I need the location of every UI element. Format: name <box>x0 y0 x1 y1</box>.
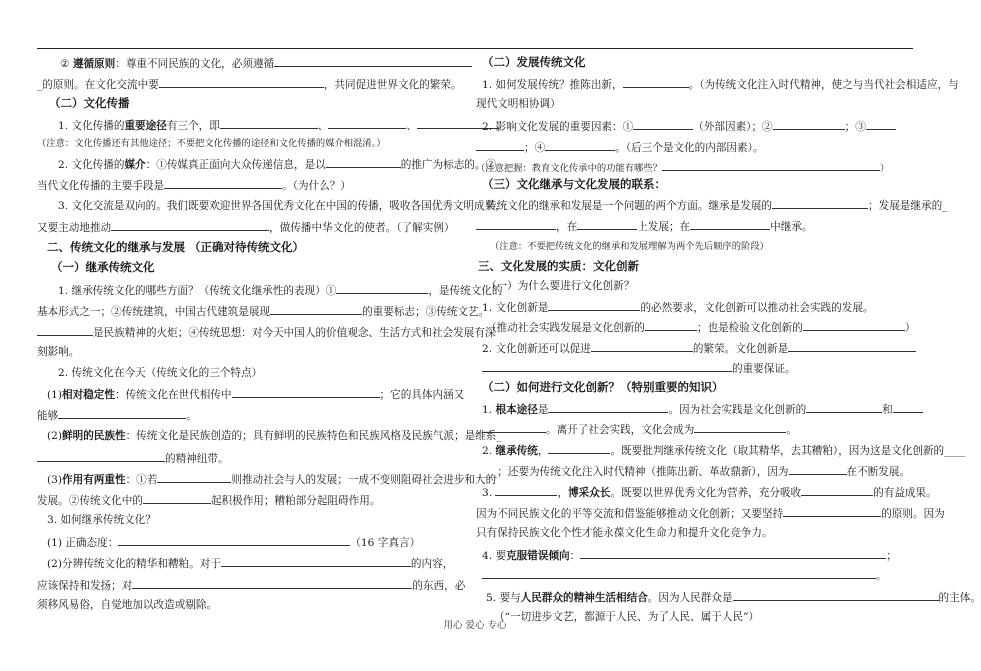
text-run: 。 <box>186 410 197 422</box>
bold-keyword: 相对稳定性 <box>62 389 115 401</box>
left-line <box>37 346 79 359</box>
left-line <box>37 178 351 193</box>
text-run: 传统文化的继承和发展是一个问题的两个方面。继承是发展的 <box>486 200 773 212</box>
text-run: _的原则。在文化交流中要 <box>37 79 159 91</box>
bold-keyword: 作用有两重性 <box>62 474 126 486</box>
text-run: 则推动社会与人的发展；一成不变则阻碍社会进步和人的 <box>231 474 497 486</box>
left-line <box>47 472 496 487</box>
text-run: ：传统文化在世代相传中 <box>114 389 232 401</box>
blank-fill-line <box>159 77 324 88</box>
text-run: （16 字真言） <box>350 537 421 549</box>
text-run: 1. 文化创新是 <box>482 302 549 314</box>
blank-fill-line <box>495 485 557 496</box>
right-line <box>482 568 887 583</box>
blank-fill-line <box>476 140 524 151</box>
text-run: ：①若 <box>125 474 158 486</box>
left-line <box>47 535 420 550</box>
left-line <box>37 451 229 466</box>
text-run: ， <box>537 445 549 457</box>
text-run: 。（为传统文化注入时代精神，使之与当代社会相适应，与 <box>688 79 959 91</box>
text-run: 能够 <box>37 410 59 422</box>
right-line <box>482 119 896 134</box>
right-line <box>482 443 965 458</box>
text-run: ：①传媒真正面向大众传递信息，是以 <box>145 159 326 171</box>
bold-keyword: 克服错误倾向 <box>506 550 570 562</box>
blank-fill-line <box>270 304 362 315</box>
text-run: 须移风易俗，自觉地加以改造或剔除。 <box>37 599 218 611</box>
blank-fill-line <box>548 402 668 413</box>
right-line <box>482 422 797 437</box>
text-run: ， <box>557 487 569 499</box>
text-run: 又要主动地推动 <box>37 222 112 234</box>
text-run: 起积极作用；糟粕部分起阻碍作用。 <box>210 495 381 507</box>
top-rule <box>37 48 913 49</box>
text-run: ；③ <box>844 121 866 133</box>
blank-fill-line <box>326 157 401 168</box>
text-run: 1. 继承传统文化的哪些方面？（传统文化继承性的表现）① <box>58 285 337 297</box>
text-run: 的繁荣。文化创新是 <box>692 343 789 355</box>
blank-fill-line <box>482 361 732 372</box>
text-run: 和 <box>882 404 893 416</box>
blank-fill-line <box>773 119 845 130</box>
right-line <box>476 219 813 234</box>
bold-keyword: 根本途径 <box>495 404 538 416</box>
text-run: 5. 要与 <box>486 592 521 604</box>
blank-fill-line <box>58 408 186 419</box>
blank-fill-line <box>866 119 896 130</box>
blank-fill-line <box>662 160 880 171</box>
left-line <box>51 261 155 274</box>
text-run: （三）文化继承与文化发展的联系： <box>482 177 666 191</box>
right-line <box>482 341 916 356</box>
blank-fill-line <box>789 464 847 475</box>
text-run: 的必然要求，文化创新可以推动社会实践的发展。 <box>640 302 874 314</box>
text-run: ：传统文化是民族创造的；具有鲜明的民族特色和民族风格及民族气派；是维系_ <box>125 430 502 442</box>
text-run: 的重要保证。 <box>732 363 796 375</box>
text-run: （“一切进步文艺，都源于人民、为了人民、属于人民”） <box>494 611 760 623</box>
text-run: ； <box>886 550 897 562</box>
blank-fill-line <box>274 56 472 67</box>
text-run: ② <box>60 58 73 70</box>
blank-fill-line <box>690 219 770 230</box>
blank-fill-line <box>577 219 637 230</box>
bold-keyword: 人民群众的精神生活相结合 <box>520 592 648 604</box>
blank-fill-line <box>580 548 886 559</box>
blank-fill-line <box>482 568 876 579</box>
left-line <box>37 137 386 150</box>
blank-fill-line <box>336 283 428 294</box>
blank-fill-line <box>623 77 689 88</box>
text-run: 发展。②传统文化中的 <box>37 495 143 507</box>
text-run: ） <box>879 163 890 174</box>
left-line <box>58 200 506 213</box>
blank-fill-line <box>482 422 546 433</box>
text-run: 2. <box>482 445 496 457</box>
blank-fill-line <box>232 387 380 398</box>
text-run: ；④ <box>524 142 546 154</box>
right-line <box>490 240 769 253</box>
text-run: （二）发展传统文化 <box>482 55 586 69</box>
text-run: 的推广为标志的。② <box>400 159 497 171</box>
right-line <box>478 260 639 273</box>
text-run: 是 <box>537 404 549 416</box>
left-line <box>37 408 197 423</box>
blank-fill-line <box>37 451 165 462</box>
text-run: 在不断发展。 <box>846 466 911 478</box>
text-run: （二）文化传播 <box>49 96 130 110</box>
text-run: 只有保持民族文化个性才能永葆文化生命力和提升文化竞争力。 <box>476 527 773 539</box>
text-run: 的内容， <box>410 558 454 570</box>
left-line <box>37 493 380 508</box>
blank-fill-line <box>733 590 939 601</box>
blank-fill-line <box>132 578 412 589</box>
blank-fill-line <box>476 219 556 230</box>
text-run: 的重要标志；③传统文艺。 <box>362 306 490 318</box>
text-run: 、 <box>406 120 417 132</box>
left-line <box>49 97 130 110</box>
text-run: ，是传统文化的 <box>428 285 503 297</box>
bold-keyword: 重要途径 <box>124 120 167 132</box>
text-run: 上发展；在 <box>637 221 691 233</box>
left-line <box>47 514 156 527</box>
text-run: ____；还要为传统文化注入时代精神（推陈出新、革故鼎新），因为 <box>476 466 789 478</box>
text-run: 。因为人民群众是 <box>647 592 733 604</box>
left-line <box>37 77 462 92</box>
text-run: 2. 文化传播的 <box>58 159 125 171</box>
text-run: 1. <box>482 404 496 416</box>
right-line <box>476 464 910 479</box>
text-run: 2. 传统文化在今天（传统文化的三个特点） <box>58 367 263 379</box>
right-line <box>486 590 981 605</box>
bold-keyword: 鲜明的民族性 <box>62 430 126 442</box>
text-run: ，在 <box>556 221 578 233</box>
text-run: （注意：文化传播还有其他途径；不要把文化传播的途径和文化传播的媒介相混淆。） <box>37 138 386 149</box>
text-run: 刻影响。 <box>37 346 80 358</box>
bold-keyword: 继承传统 <box>495 445 538 457</box>
blank-fill-line <box>893 402 923 413</box>
text-run: （外部因素）；② <box>693 121 773 133</box>
blank-fill-line <box>221 556 411 567</box>
text-run: 。离开了社会实践，文化会成为 <box>546 424 695 436</box>
right-line <box>482 56 586 69</box>
text-run: 3. <box>482 487 496 499</box>
right-line <box>482 361 796 376</box>
text-run: （一）为什么要进行文化创新？ <box>486 280 635 292</box>
text-run: 二、传统文化的继承与发展 （正确对待传统文化） <box>47 240 305 254</box>
text-run: 。（后三个是文化的内部因素）。 <box>615 142 764 154</box>
text-run: 现代文明相协调） <box>476 98 561 110</box>
text-run: ；它的具体内涵又 <box>379 389 465 401</box>
text-run: 。既要以世界优秀文化为营养，充分吸收 <box>610 487 802 499</box>
text-run: 的主体。 <box>938 592 981 604</box>
blank-fill-line <box>803 320 905 331</box>
left-line <box>60 56 472 71</box>
left-line <box>47 241 304 254</box>
text-run: 中继承。 <box>770 221 813 233</box>
text-run: ： <box>569 550 581 562</box>
text-run: 三、文化发展的实质：文化创新 <box>478 259 639 273</box>
left-line <box>37 599 217 612</box>
right-line <box>476 160 889 175</box>
left-line <box>37 325 496 340</box>
text-run: 基本形式之一；②传统建筑，中国古代建筑是展现 <box>37 306 271 318</box>
text-run: ；发展是继承的_ <box>868 200 948 212</box>
blank-fill-line <box>143 493 211 504</box>
text-run: (2) <box>47 430 63 442</box>
blank-fill-line <box>118 535 350 546</box>
right-line <box>476 506 945 521</box>
text-run: （注意把握：教育文化传承中的功能有哪些？ <box>476 163 662 174</box>
right-line <box>476 527 773 540</box>
left-line <box>58 157 496 172</box>
text-run: ：尊重不同民族的文化，必须遵循 <box>115 58 275 70</box>
blank-fill-line <box>328 118 406 129</box>
blank-fill-line <box>548 300 640 311</box>
text-run: 的东西，必 <box>412 580 466 592</box>
blank-fill-line <box>591 341 693 352</box>
bold-keyword: 媒介 <box>124 159 146 171</box>
page-footer: 用心 爱心 专心 <box>443 620 507 631</box>
left-line <box>37 220 455 235</box>
text-run: ；也是检验文化创新的 <box>696 322 803 334</box>
text-run: 的有益成果。 <box>873 487 937 499</box>
text-run: ，做传播中华文化的使者。（了解实例） <box>269 222 455 234</box>
left-line <box>47 556 453 571</box>
blank-fill-line <box>545 140 615 151</box>
text-run: 。因为社会实践是文化创新的 <box>668 404 807 416</box>
blank-fill-line <box>220 118 318 129</box>
text-run: 3. 文化交流是双向的。我们既要欢迎世界各国优秀文化在中国的传播，吸收各国优秀文明成果， <box>58 200 506 212</box>
right-line <box>476 140 764 155</box>
blank-fill-line <box>788 341 916 352</box>
text-run: 是民族精神的火炬；④传统思想：对今天中国人的价值观念、生活方式和社会发展有深 <box>93 327 496 339</box>
text-run: (3) <box>47 474 63 486</box>
text-run: ，共同促进世界文化的繁荣。 <box>323 79 462 91</box>
right-line <box>482 77 959 92</box>
text-run: （一）继承传统文化 <box>51 260 155 274</box>
text-run: 。 <box>876 570 887 582</box>
right-line <box>482 300 874 315</box>
blank-fill-line <box>772 198 868 209</box>
blank-fill-line <box>548 443 610 454</box>
right-line <box>482 402 923 417</box>
text-run: 。既要批判继承传统文化（取其精华，去其糟粕），因为这是文化创新的____ <box>610 445 966 457</box>
text-run: 1. 文化传播的 <box>58 120 125 132</box>
blank-fill-line <box>783 506 881 517</box>
text-run: 。 <box>786 424 797 436</box>
text-run: 3. 如何继承传统文化？ <box>47 514 156 526</box>
bold-keyword: 遵循原则 <box>72 58 116 70</box>
blank-fill-line <box>633 119 693 130</box>
right-line <box>486 198 947 213</box>
left-line <box>37 304 489 319</box>
left-line <box>58 283 502 298</box>
text-run: 当代文化传播的主要手段是 <box>37 180 165 192</box>
blank-fill-line <box>37 325 93 336</box>
text-run: (2)分辨传统文化的精华和糟粕。对于 <box>47 558 221 570</box>
blank-fill-line <box>801 485 873 496</box>
blank-fill-line <box>164 178 282 189</box>
bold-keyword: 博采众长 <box>568 487 611 499</box>
right-line <box>482 381 724 394</box>
text-run: 、 <box>317 120 329 132</box>
left-line <box>58 118 499 133</box>
text-run: 的精神纽带。 <box>165 453 229 465</box>
text-run: 。（为什么？） <box>282 180 351 192</box>
right-line <box>476 98 561 111</box>
blank-fill-line <box>111 220 269 231</box>
right-line <box>482 178 666 191</box>
text-run: (1) <box>47 389 63 401</box>
blank-fill-line <box>694 422 786 433</box>
text-run: 应该保持和发扬；对 <box>37 580 133 592</box>
right-line <box>482 548 897 563</box>
text-run: ） <box>904 322 916 334</box>
text-run: 的原则。因为 <box>881 508 945 520</box>
left-line <box>47 430 502 443</box>
right-line <box>486 320 915 335</box>
text-run: （二）如何进行文化创新？（特别重要的知识） <box>482 380 724 394</box>
blank-fill-line <box>157 472 231 483</box>
text-run: （推动社会实践发展是文化创新的 <box>486 322 645 334</box>
left-line <box>37 578 465 593</box>
text-run: 2. 影响文化发展的重要因素：① <box>482 121 634 133</box>
blank-fill-line <box>806 402 882 413</box>
text-run: 因为不同民族文化的平等交流和借鉴能够推动文化创新；又要坚持 <box>476 508 784 520</box>
text-run: 1. 如何发展传统？推陈出新， <box>482 79 623 91</box>
text-run: 4. 要 <box>482 550 507 562</box>
left-line <box>58 367 262 380</box>
right-line <box>482 485 937 500</box>
text-run: (1) 正确态度： <box>47 537 119 549</box>
left-line <box>47 387 464 402</box>
text-run: 2. 文化创新还可以促进 <box>482 343 591 355</box>
right-line <box>486 280 634 293</box>
text-run: （注意：不要把传统文化的继承和发展理解为两个先后顺序的阶段） <box>490 241 769 252</box>
text-run: 有三个，即 <box>166 120 220 132</box>
blank-fill-line <box>645 320 697 331</box>
